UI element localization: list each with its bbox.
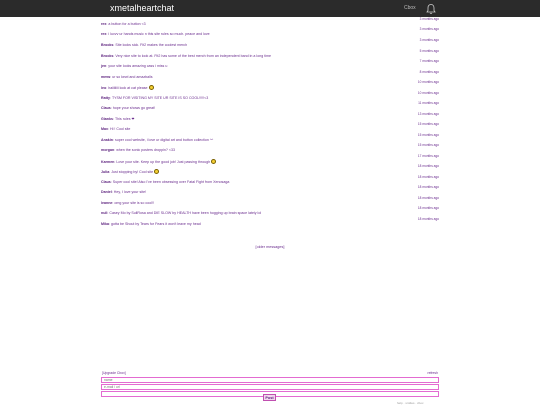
chat-message: [101, 133, 439, 144]
message-time: 8 months ago: [419, 70, 439, 74]
footer-links[interactable]: help · smilies · cbox: [397, 401, 424, 405]
app-title[interactable]: xmetalheartchat: [110, 3, 175, 13]
message-time: 18 months ago: [417, 217, 439, 221]
message-time: 18 months ago: [417, 206, 439, 210]
message-line: Mika: gotta be Shout by Tears for Fears it won't leave my head: [101, 222, 201, 226]
message-text: Very nice site to look at. Fit2 has some of the best merch from an independent band in a long time: [115, 54, 272, 58]
message-author[interactable]: Claus: [101, 106, 111, 110]
message-time: 15 months ago: [417, 122, 439, 126]
chat-message: [101, 49, 439, 60]
message-text: This rules ❤: [114, 117, 135, 121]
chat-message: [101, 217, 439, 228]
chat-message: [101, 101, 439, 112]
chat-message: [101, 154, 439, 165]
user-label[interactable]: Cbox: [404, 5, 416, 11]
chat-message: [101, 196, 439, 207]
message-time: 5 months ago: [419, 49, 439, 53]
message-text: TYSM FOR VISITING MY SITE UR SITE IS SO COOL!!!!!<3: [111, 96, 209, 100]
message-author[interactable]: Claus: [101, 180, 111, 184]
message-line: jen: your site looks amazing cass i miss u: [101, 64, 168, 68]
smiley-icon: [211, 159, 216, 164]
message-author[interactable]: Gianks: [101, 117, 113, 121]
message-time: 18 months ago: [417, 164, 439, 168]
message-line: leanne: omg your site is so cool!!: [101, 201, 154, 205]
message-author[interactable]: null: [101, 211, 108, 215]
chat-message: [101, 112, 439, 123]
message-line: Claus: hope your shows go great!: [101, 106, 156, 110]
message-text: Casey Mo by SullRosa and DIE SLOW by HEALTH have been hogging up brain space lately lol: [109, 211, 262, 215]
message-time: 3 months ago: [419, 38, 439, 42]
message-line: Karmen: Love your site. Keep up the good job! Just passing through: [101, 159, 216, 164]
message-text: when the sonic posters droppin? <33: [116, 148, 176, 152]
message-text: hope your shows go great!: [112, 106, 156, 110]
message-line: Brooks: Very nice site to look at. Fit2 has some of the best merch from an independent band in a long time: [101, 54, 272, 58]
message-line: mmw: ur so kewl and amazballs: [101, 75, 153, 79]
message-line: Claus: Super cool site! Also I've been obsessing over Fatal Fight from Xenosaga: [101, 180, 230, 184]
message-time: 18 months ago: [417, 196, 439, 200]
message-line: Max: Hi ! Cool site: [101, 127, 131, 131]
post-button[interactable]: Post: [263, 394, 276, 401]
message-author[interactable]: Anakin: [101, 138, 113, 142]
message-text: omg your site is so cool!!: [114, 201, 154, 205]
message-time: 11 months ago: [418, 101, 439, 105]
bell-icon[interactable]: [425, 2, 437, 14]
message-text: your site looks amazing cass i miss u: [108, 64, 168, 68]
chat-message: [101, 143, 439, 154]
message-time: 10 months ago: [417, 91, 439, 95]
name-field[interactable]: name: [101, 377, 439, 383]
chat-message: [101, 175, 439, 186]
message-author[interactable]: mmw: [101, 75, 111, 79]
email-field[interactable]: e-mail / url: [101, 384, 439, 390]
message-author[interactable]: Max: [101, 127, 108, 131]
message-line: Anakin: super cool website, i love ur digital art and button collection ^^: [101, 138, 214, 142]
message-text: Site looks sick. Fit2 makes the coolest merch: [115, 43, 188, 47]
message-author[interactable]: jen: [101, 64, 107, 68]
message-text: ur so kewl and amazballs: [112, 75, 153, 79]
smiley-icon: [149, 85, 154, 90]
message-text: i luvvv ur hands music n this site rules so much. peace and love: [108, 32, 210, 36]
message-time: 15 months ago: [417, 133, 439, 137]
chat-message: [101, 59, 439, 70]
top-bar: [0, 0, 540, 17]
chat-message: [101, 27, 439, 38]
message-text: Super cool site! Also I've been obsessing over Fatal Fight from Xenosaga: [112, 180, 230, 184]
message-time: 3 months ago: [419, 17, 439, 21]
message-line: Daniel: Hey, I love your site!: [101, 190, 147, 194]
message-line: Gianks: This rules ❤: [101, 117, 135, 121]
message-time: 18 months ago: [417, 185, 439, 189]
chat-message: [101, 38, 439, 49]
message-line: morgan: when the sonic posters droppin? <33: [101, 148, 176, 152]
message-time: 3 months ago: [419, 27, 439, 31]
message-time: 10 months ago: [417, 80, 439, 84]
message-author[interactable]: Karmen: [101, 160, 115, 164]
message-text: haiiiiiiii look at cat please: [108, 86, 148, 90]
message-author[interactable]: leo: [101, 86, 107, 90]
message-line: null: Casey Mo by SullRosa and DIE SLOW by HEALTH have been hogging up brain space lately lol: [101, 211, 262, 215]
refresh-link[interactable]: refresh: [427, 371, 438, 375]
message-time: 13 months ago: [417, 112, 439, 116]
message-line: rex: i luvvv ur hands music n this site rules so much. peace and love: [101, 32, 210, 36]
message-author[interactable]: Daniel: [101, 190, 112, 194]
message-author[interactable]: Julia: [101, 170, 110, 174]
smiley-icon: [154, 169, 159, 174]
chat-message: [101, 206, 439, 217]
message-text: Just stopping by! Cool site: [111, 170, 154, 174]
message-line: leo: haiiiiiiii look at cat please: [101, 85, 154, 90]
message-time: 7 months ago: [419, 59, 439, 63]
message-author[interactable]: rex: [101, 32, 107, 36]
message-text: Hi ! Cool site: [110, 127, 131, 131]
message-time: 18 months ago: [417, 175, 439, 179]
message-line: Brooks: Site looks sick. Fit2 makes the coolest merch: [101, 43, 188, 47]
message-time: 17 months ago: [417, 154, 439, 158]
message-author[interactable]: rex: [101, 22, 107, 26]
message-line: rex: a button for a button <3: [101, 22, 146, 26]
message-line: Ratty: TYSM FOR VISITING MY SITE UR SITE IS SO COOL!!!!!<3: [101, 96, 209, 100]
chat-message: [101, 164, 439, 175]
older-messages-link[interactable]: [older messages]: [255, 245, 285, 249]
message-author[interactable]: Brooks: [101, 43, 114, 47]
message-author[interactable]: Ratty: [101, 96, 110, 100]
chat-message: [101, 17, 439, 28]
upgrade-link[interactable]: [Upgrade Cbox]: [102, 371, 126, 375]
message-author[interactable]: leanne: [101, 201, 113, 205]
message-text: Hey, I love your site!: [113, 190, 147, 194]
message-author[interactable]: Brooks: [101, 54, 114, 58]
message-text: gotta be Shout by Tears for Fears it won't leave my head: [111, 222, 201, 226]
message-line: Julia: Just stopping by! Cool site: [101, 169, 159, 174]
message-text: super cool website, i love ur digital art and button collection ^^: [114, 138, 214, 142]
message-text: a button for a button <3: [108, 22, 146, 26]
message-author[interactable]: morgan: [101, 148, 115, 152]
message-text: Love your site. Keep up the good job! Just passing through: [116, 160, 211, 164]
chat-message: [101, 80, 439, 91]
chat-message: [101, 70, 439, 81]
chat-message: [101, 122, 439, 133]
chat-message: [101, 185, 439, 196]
message-author[interactable]: Mika: [101, 222, 109, 226]
message-time: 15 months ago: [417, 143, 439, 147]
chat-message: [101, 91, 439, 102]
